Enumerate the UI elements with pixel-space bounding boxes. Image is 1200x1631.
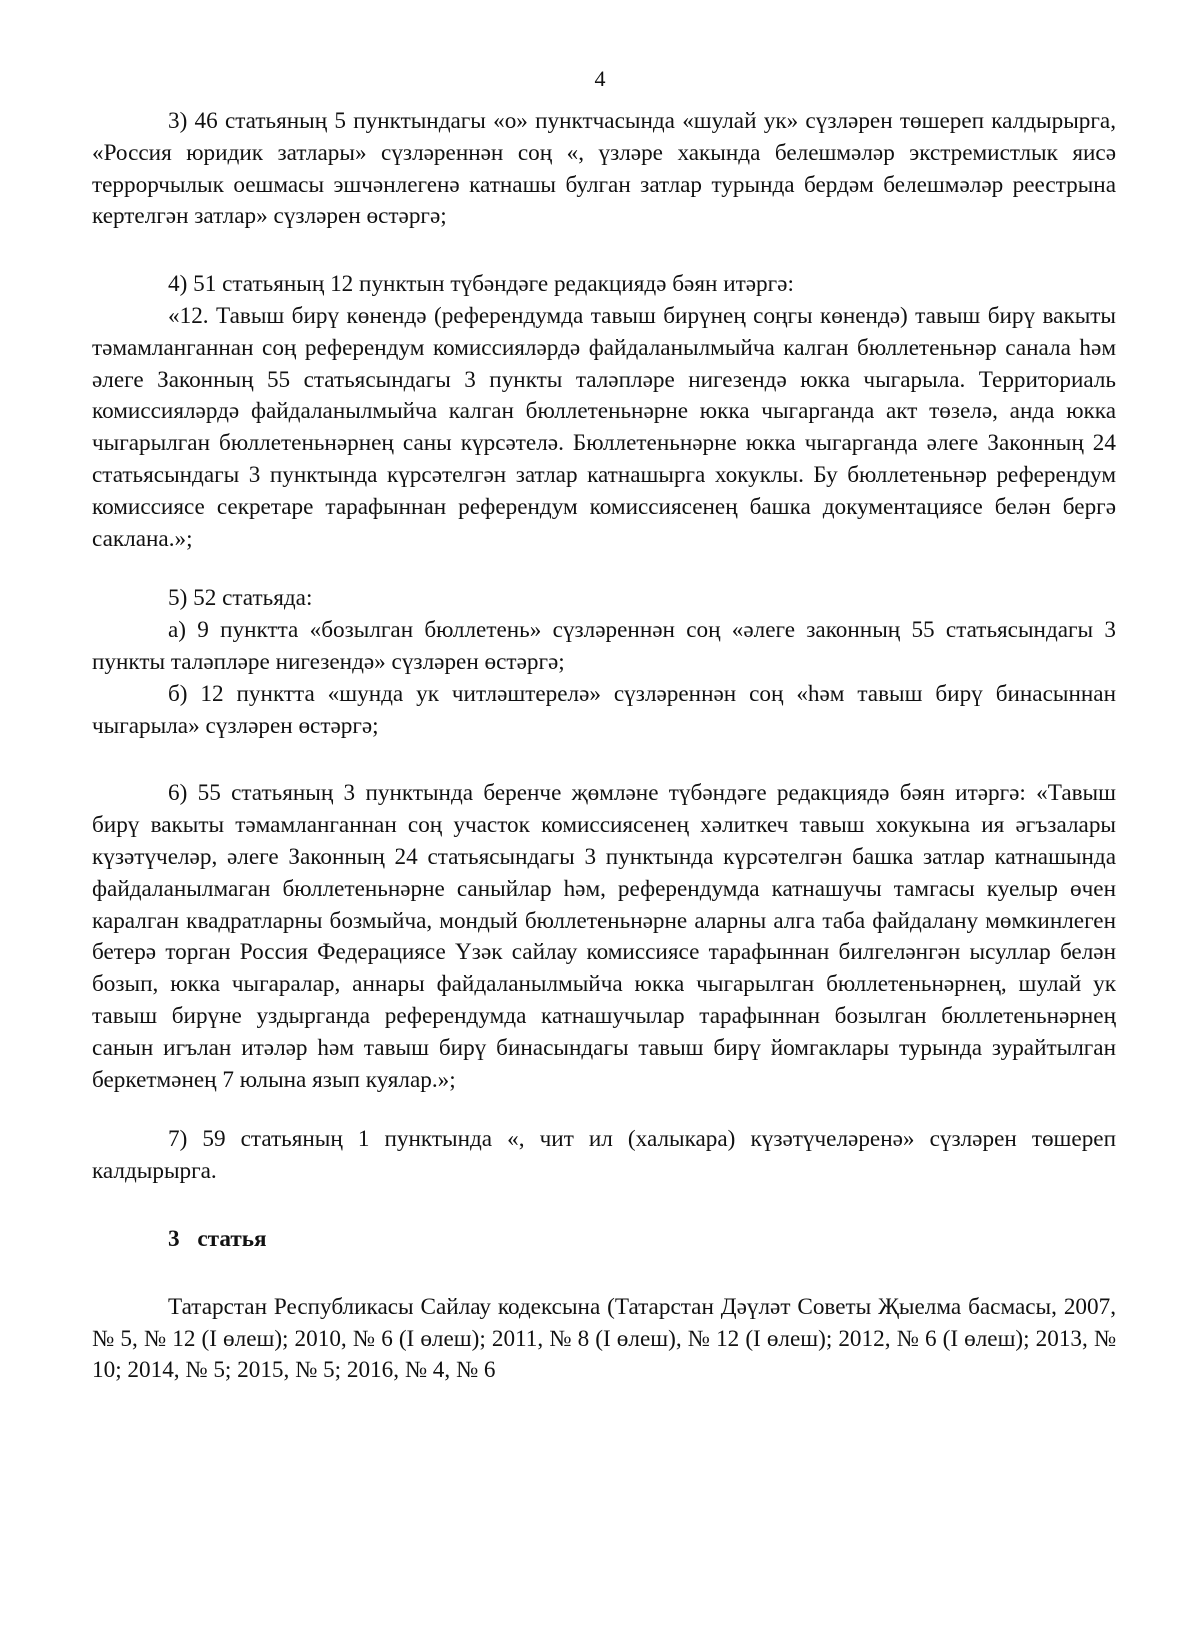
paragraph-item-6: 6) 55 статьяның 3 пунктында беренче җөмләне түбәндәге редакциядә бәян итәргә: «Тавыш бирү вакыты тәмамланганнан соң участок комиссиясенең хәлиткеч тавыш хокукына ия әгъзалары күзәтүчеләр, әлеге Законның 24 статьясындагы 3 пунктында күрсәтелгән башка затлар катнашында файдаланылмаган бюллетеньнәрне саныйлар һәм, референдумда катнашучы тамгасы куелыр өчен каралган квадратларны бозмыйча, мондый бюллетеньнәрне аларны алга таба файдалану мөмкинлеген бетерә торган Россия Федерациясе Үзәк сайлау комиссиясе тарафыннан билгеләнгән ысуллар белән бозып, юкка чыгаралар, аннары файдаланылмыйча юкка чыгарылган бюллетеньнәрнең, шулай ук тавыш бирүне уздырганда референдумда катнашучылар тарафыннан бозылган бюллетеньнәрнең санын игълан итәләр һәм тавыш бирү бинасындагы тавыш бирү йомгаклары турында зурайтылган беркетмәнең 7 юлына язып куялар.»; bbox=[92, 780, 1116, 1093]
paragraph-item-4: 4) 51 статьяның 12 пунктын түбәндәге редакциядә бәян итәргә: bbox=[168, 271, 794, 298]
document-body bbox=[92, 106, 1116, 1387]
paragraph-item-4-text: «12. Тавыш бирү көнендә (референдумда тавыш бирүнең соңгы көнендә) тавыш бирү вакыты тәмамланганнан соң референдум комиссияләрдә файдаланылмыйча калган бюллетеньнәр санала һәм әлеге Законның 55 статьясындагы 3 пункты таләпләре нигезендә юкка чыгарыла. Территориаль комиссияләрдә файдаланылмыйча калган бюллетеньнәрне юкка чыгарганда акт төзелә, анда юкка чыгарылган бюллетеньнәрнең саны күрсәтелә. Бюллетеньнәрне юкка чыгарганда әлеге Законның 24 статьясындагы 3 пунктында күрсәтелгән затлар катнашырга хокуклы. Бу бюллетеньнәр референдум комиссиясе секретаре тарафыннан референдум комиссиясенең башка документациясе белән бергә саклана.»; bbox=[92, 302, 1116, 552]
paragraph-item-5b: б) 12 пунктта «шунда ук читләштерелә» сүзләреннән соң «һәм тавыш бирү бинасыннан чыгарыла» сүзләрен өстәргә; bbox=[92, 680, 1116, 739]
paragraph-item-7: 7) 59 статьяның 1 пунктында «, чит ил (халыкара) күзәтүчеләренә» сүзләрен төшереп калдырырга. bbox=[92, 1126, 1116, 1185]
paragraph-item-5: 5) 52 статьяда: bbox=[168, 585, 313, 612]
page-number: 4 bbox=[594, 66, 606, 91]
paragraph-item-3: 3) 46 статьяның 5 пунктындагы «о» пунктчасында «шулай ук» сүзләрен төшереп калдырырга, «Россия юридик затлары» сүзләреннән соң «, үзләре хакында белешмәләр экстремистлык яисә террорчылык оешмасы эшчәнлегенә катнашы булган затлар турында бердәм белешмәләр реестрына кертелгән затлар» сүзләрен өстәргә; bbox=[92, 108, 1116, 230]
paragraph-item-5a: а) 9 пунктта «бозылган бюллетень» сүзләреннән соң «әлеге законның 55 статьясындагы 3 пункты таләпләре нигезендә» сүзләрен өстәргә; bbox=[92, 617, 1116, 675]
final-paragraph: Татарстан Республикасы Сайлау кодексына (Татарстан Дәүләт Советы Җыелма басмасы, 2007, № 5, № 12 (I өлеш); 2010, № 6 (I өлеш); 2011, № 8 (I өлеш), № 12 (I өлеш); 2012, № 6 (I өлеш); 2013, № 10; 2014, № 5; 2015, № 5; 2016, № 4, № 6 bbox=[92, 1293, 1116, 1384]
article-heading: 3 статья bbox=[168, 1225, 267, 1252]
